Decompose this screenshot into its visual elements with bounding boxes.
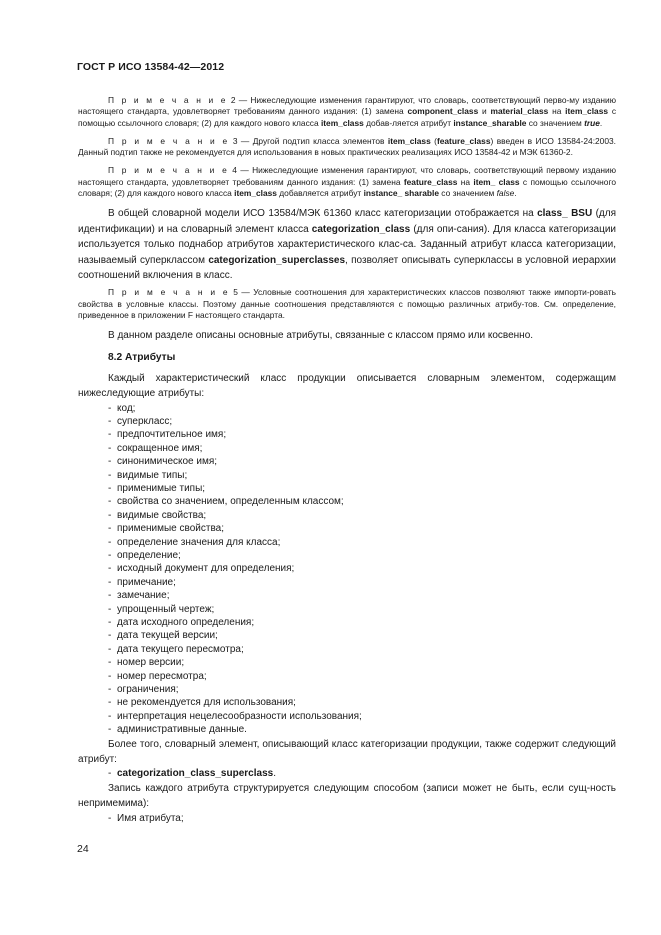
list-item: - исходный документ для определения; bbox=[78, 562, 616, 575]
paragraph-additional-attribute: Более того, словарный элемент, описывающий класс категоризации продукции, также содержит следующий атрибут: bbox=[78, 738, 616, 766]
paragraph-attributes-intro: Каждый характеристический класс продукции описывается словарным элементом, содержащим нижеследующие атрибуты: bbox=[78, 372, 616, 400]
note-label: П р и м е ч а н и е bbox=[108, 165, 229, 176]
list-item: - упрощенный чертеж; bbox=[78, 603, 616, 616]
list-item: - номер пересмотра; bbox=[78, 670, 616, 683]
paragraph-section-description: В данном разделе описаны основные атрибуты, связанные с классом прямо или косвенно. bbox=[108, 330, 534, 342]
list-item: - примечание; bbox=[78, 576, 616, 589]
extra-attribute-list bbox=[78, 767, 616, 780]
list-item: - сокращенное имя; bbox=[78, 442, 616, 455]
list-item: - видимые типы; bbox=[78, 469, 616, 482]
list-item: - интерпретация нецелесообразности использования; bbox=[78, 710, 616, 723]
note-label: П р и м е ч а н и е bbox=[108, 287, 230, 298]
list-item: - categorization_class_superclass. bbox=[78, 767, 616, 780]
paragraph-record-structure: Запись каждого атрибута структурируется следующим способом (записи может не быть, если сущ-ность непримемима): bbox=[78, 782, 616, 810]
note-2: П р и м е ч а н и е 2 — Нижеследующие изменения гарантируют, что словарь, соответствующий перво-му изданию настоящего стандарта, удовлетворяет требованиям данного издания: (1) замена component_class и material_class на item_class с помощью ссылочного словаря; (2) для каждого нового класса item_class добав-ляется атрибут instance_sharable со значением true. bbox=[78, 95, 617, 128]
note-label: П р и м е ч а н и е bbox=[108, 95, 228, 105]
list-item: - синонимическое имя; bbox=[78, 455, 616, 468]
list-item: - суперкласс; bbox=[78, 415, 616, 428]
list-item: - замечание; bbox=[78, 589, 616, 602]
page-header: ГОСТ Р ИСО 13584-42—2012 bbox=[77, 61, 225, 73]
list-item: - дата текущей версии; bbox=[78, 629, 616, 642]
note-4: П р и м е ч а н и е 4 — Нижеследующие изменения гарантируют, что словарь, соответствующий первому изданию настоящего стандарта, удовлетворяет требованиям данного издания: (1) замена feature_class на item_ class с помощью ссылочного словаря; (2) для каждого нового класса item_class добавляется атрибут instance_ sharable со значением false. bbox=[78, 165, 616, 199]
list-item: - административные данные. bbox=[78, 723, 616, 736]
list-item: - не рекомендуется для использования; bbox=[78, 696, 616, 709]
note-3: П р и м е ч а н и е 3 — Другой подтип класса элементов item_class (feature_class) введен в ИСО 13584-24:2003. Данный подтип также не рекомендуется для использования в новых практических реализациях ИСО 13584-42 и МЭК 61360-2. bbox=[78, 135, 616, 158]
section-heading: 8.2 Атрибуты bbox=[108, 351, 176, 363]
list-item: - определение значения для класса; bbox=[78, 536, 616, 549]
attribute-list bbox=[78, 402, 616, 737]
page-number: 24 bbox=[77, 843, 89, 855]
note-5: П р и м е ч а н и е 5 — Условные соотношения для характеристических классов позволяют также импорти-ровать свойства в условные классы. Поэтому данные соотношения представляются с помощью различных атрибу-тов. См. определение, приведенное в приложении F настоящего стандарта. bbox=[78, 287, 616, 320]
list-item: - номер версии; bbox=[78, 656, 616, 669]
note-label: П р и м е ч а н и е bbox=[108, 135, 230, 146]
list-item: - применимые типы; bbox=[78, 482, 616, 495]
list-item: - код; bbox=[78, 402, 616, 415]
list-item: - видимые свойства; bbox=[78, 509, 616, 522]
list-item: - применимые свойства; bbox=[78, 522, 616, 535]
list-item: - дата текущего пересмотра; bbox=[78, 643, 616, 656]
list-item: - свойства со значением, определенным классом; bbox=[78, 495, 616, 508]
list-item: - дата исходного определения; bbox=[78, 616, 616, 629]
page-content bbox=[78, 95, 616, 825]
paragraph-categorization-model: В общей словарной модели ИСО 13584/МЭК 61360 класс категоризации отображается на class_ BSU (для идентификации) и на словарный элемент класса categorization_class (для опи-сания). Для класса категоризации используется только поднабор атрибутов характеристического клас-са. Заданный атрибут класса категоризации, называемый суперклассом categorization_superclasses, позволяет описывать суперклассы в условной иерархии соотношений включения в класс. bbox=[78, 208, 616, 281]
list-item: - определение; bbox=[78, 549, 616, 562]
list-item: - предпочтительное имя; bbox=[78, 428, 616, 441]
list-item: - ограничения; bbox=[78, 683, 616, 696]
list-item: - Имя атрибута; bbox=[78, 812, 616, 825]
record-item-list bbox=[78, 812, 616, 825]
